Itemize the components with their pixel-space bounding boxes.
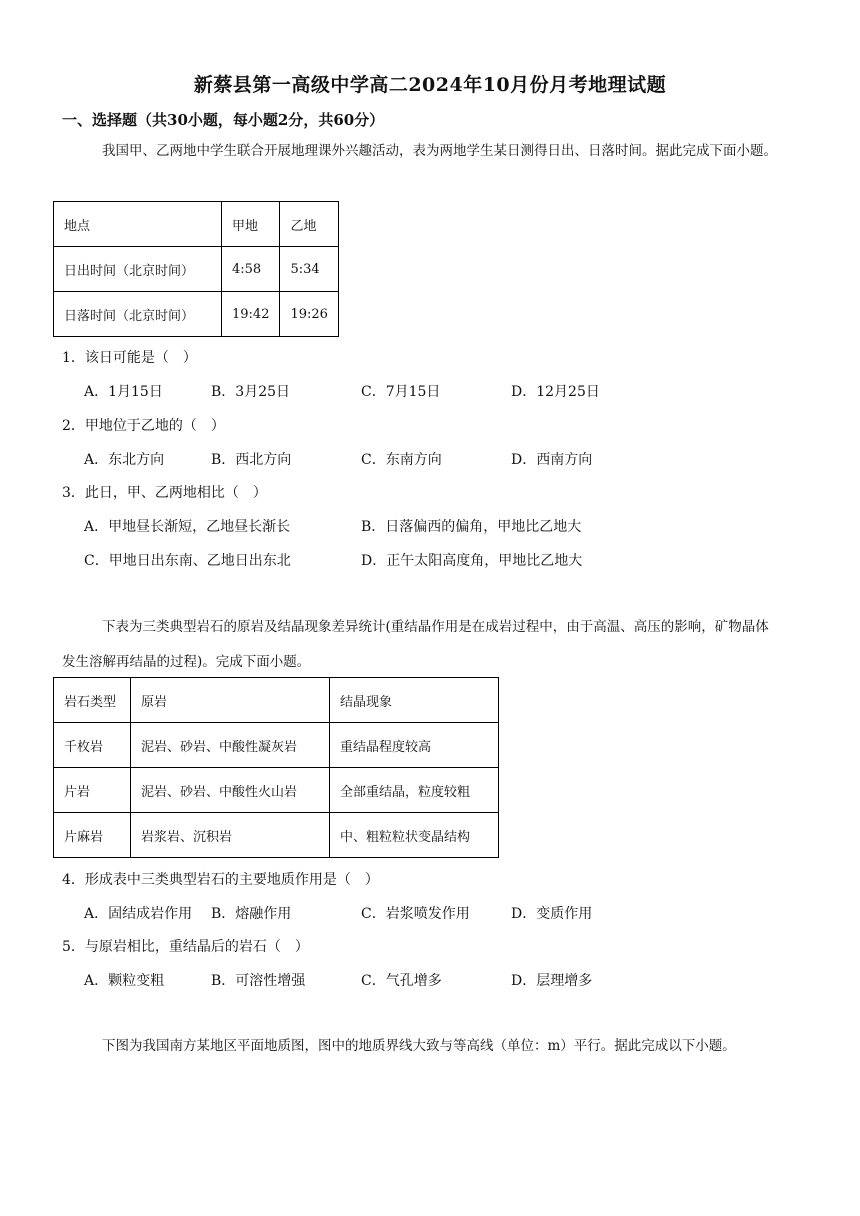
table-cell: 重结晶程度较高 bbox=[330, 723, 499, 768]
table-row bbox=[54, 723, 499, 768]
rock-type-table bbox=[53, 677, 499, 858]
question-2-option-d[interactable]: D．西南方向 bbox=[511, 452, 593, 468]
question-5-option-d[interactable]: D．层理增多 bbox=[511, 973, 593, 989]
question-5-option-c[interactable]: C．气孔增多 bbox=[361, 973, 442, 989]
table-cell: 泥岩、砂岩、中酸性火山岩 bbox=[131, 768, 330, 813]
table-header-row bbox=[54, 202, 339, 247]
question-3-option-a[interactable]: A．甲地昼长渐短，乙地昼长渐长 bbox=[84, 519, 291, 535]
table-cell: 片麻岩 bbox=[54, 813, 131, 858]
table-cell: 5:34 bbox=[280, 247, 338, 292]
question-3-option-c[interactable]: C．甲地日出东南、乙地日出东北 bbox=[84, 553, 291, 569]
table-cell: 原岩 bbox=[131, 678, 330, 723]
question-4-option-a[interactable]: A．固结成岩作用 bbox=[84, 906, 193, 922]
table-row bbox=[54, 247, 339, 292]
table-cell: 结晶现象 bbox=[330, 678, 499, 723]
table-cell: 甲地 bbox=[222, 202, 280, 247]
question-4-stem: 4．形成表中三类典型岩石的主要地质作用是（ ） bbox=[62, 872, 379, 888]
table-cell: 地点 bbox=[54, 202, 222, 247]
question-2-option-c[interactable]: C．东南方向 bbox=[361, 452, 442, 468]
question-1-stem: 1．该日可能是（ ） bbox=[62, 350, 197, 366]
table-cell: 乙地 bbox=[280, 202, 338, 247]
question-3-option-b[interactable]: B．日落偏西的偏角，甲地比乙地大 bbox=[361, 519, 582, 535]
table-cell: 19:42 bbox=[222, 292, 280, 337]
table-cell: 岩浆岩、沉积岩 bbox=[131, 813, 330, 858]
question-1-option-c[interactable]: C．7月15日 bbox=[361, 384, 441, 400]
question-5-option-a[interactable]: A．颗粒变粗 bbox=[84, 973, 165, 989]
table-cell: 4:58 bbox=[222, 247, 280, 292]
table-cell: 中、粗粒粒状变晶结构 bbox=[330, 813, 499, 858]
question-4-option-b[interactable]: B．熔融作用 bbox=[211, 906, 292, 922]
question-2-stem: 2．甲地位于乙地的（ ） bbox=[62, 418, 225, 434]
table-cell: 19:26 bbox=[280, 292, 338, 337]
table-cell: 岩石类型 bbox=[54, 678, 131, 723]
question-4-option-c[interactable]: C．岩浆喷发作用 bbox=[361, 906, 470, 922]
question-1-option-d[interactable]: D．12月25日 bbox=[511, 384, 600, 400]
intro-paragraph-2: 下表为三类典型岩石的原岩及结晶现象差异统计(重结晶作用是在成岩过程中，由于高温、高压的影响，矿物晶体发生溶解再结晶的过程)。完成下面小题。 bbox=[62, 619, 769, 670]
question-1-option-a[interactable]: A．1月15日 bbox=[84, 384, 163, 400]
question-2-option-b[interactable]: B．西北方向 bbox=[211, 452, 292, 468]
question-5-stem: 5．与原岩相比，重结晶后的岩石（ ） bbox=[62, 939, 309, 955]
question-3-stem: 3．此日，甲、乙两地相比（ ） bbox=[62, 485, 267, 501]
question-5-option-b[interactable]: B．可溶性增强 bbox=[211, 973, 306, 989]
sunrise-sunset-table bbox=[53, 201, 339, 337]
table-row bbox=[54, 813, 499, 858]
intro-paragraph-1: 我国甲、乙两地中学生联合开展地理课外兴趣活动，表为两地学生某日测得日出、日落时间。据此完成下面小题。 bbox=[102, 143, 777, 159]
table-cell: 千枚岩 bbox=[54, 723, 131, 768]
question-2-option-a[interactable]: A．东北方向 bbox=[84, 452, 165, 468]
table-row bbox=[54, 768, 499, 813]
exam-title: 新蔡县第一高级中学高二2024年10月份月考地理试题 bbox=[193, 74, 667, 96]
table-row bbox=[54, 292, 339, 337]
table-cell: 泥岩、砂岩、中酸性凝灰岩 bbox=[131, 723, 330, 768]
question-1-option-b[interactable]: B．3月25日 bbox=[211, 384, 291, 400]
table-cell: 片岩 bbox=[54, 768, 131, 813]
question-4-option-d[interactable]: D．变质作用 bbox=[511, 906, 593, 922]
table-header-row bbox=[54, 678, 499, 723]
table-cell: 日落时间（北京时间） bbox=[54, 292, 222, 337]
table-cell: 全部重结晶，粒度较粗 bbox=[330, 768, 499, 813]
question-3-option-d[interactable]: D．正午太阳高度角，甲地比乙地大 bbox=[361, 553, 583, 569]
section-heading: 一、选择题（共30小题，每小题2分，共60分） bbox=[62, 111, 385, 129]
intro-paragraph-3: 下图为我国南方某地区平面地质图，图中的地质界线大致与等高线（单位：m）平行。据此完成以下小题。 bbox=[102, 1038, 736, 1054]
table-cell: 日出时间（北京时间） bbox=[54, 247, 222, 292]
